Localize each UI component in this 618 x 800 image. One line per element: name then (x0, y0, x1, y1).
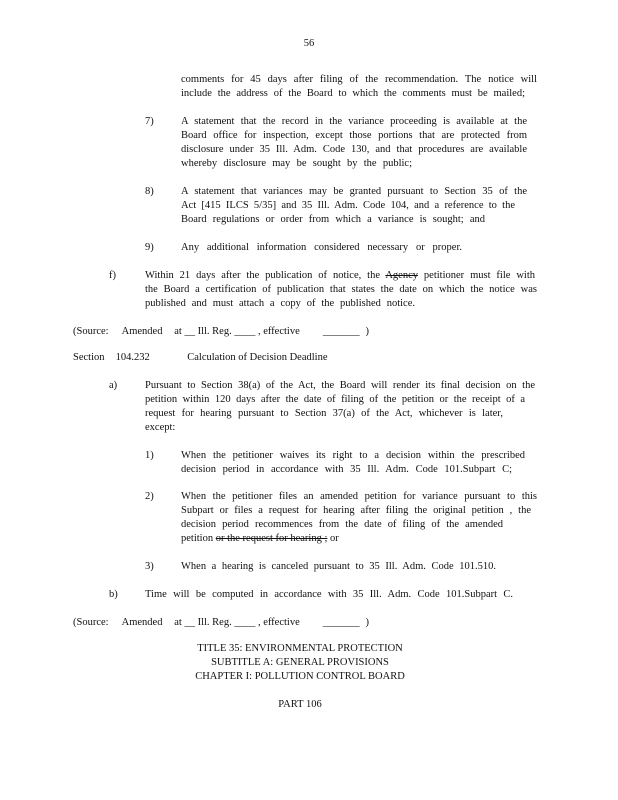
item-9-line: Any additional information considered necessary or proper. (181, 242, 462, 253)
source-blank: _______ (322, 326, 360, 337)
source-blank: _______ (322, 617, 360, 628)
item-7-line: A statement that the record in the variance proceeding is available at the (181, 116, 527, 127)
page-number: 56 (303, 38, 315, 49)
item-f-line: the Board a certification of publication that states the date on which the notice was (145, 284, 537, 295)
subitem-2-line: Subpart or files a request for hearing after filing the original petition , the (181, 505, 531, 516)
source-label: (Source: (73, 617, 109, 628)
item-a-line: Pursuant to Section 38(a) of the Act, the Board will render its final decision on the (145, 380, 535, 391)
item-letter: a) (109, 380, 118, 391)
item-7-line: Board office for inspection, except those portions that are protected from (181, 130, 527, 141)
subtitle-heading: SUBTITLE A: GENERAL PROVISIONS (211, 657, 389, 668)
item-7-line: disclosure under 35 Ill. Adm. Code 130, and that procedures are available (181, 144, 527, 155)
item-letter: b) (109, 589, 118, 600)
item-a-line: except: (145, 422, 176, 433)
source-note (73, 325, 369, 338)
subitem-2-text: petition (181, 533, 216, 544)
item-f-text: petitioner must file with (418, 270, 535, 281)
continued-text-line: comments for 45 days after filing of the recommendation. The notice will (181, 74, 537, 85)
item-number: 7) (145, 116, 154, 127)
item-letter: f) (109, 270, 116, 281)
item-a-line: petition within 120 days after the date of filing of the petition or the receipt of a (145, 394, 525, 405)
item-f-line: published and must attach a copy of the published notice. (145, 298, 415, 309)
subitem-1-line: decision period in accordance with 35 Ill. Adm. Code 101.Subpart C; (181, 464, 512, 475)
subitem-number: 2) (145, 491, 154, 502)
item-b-line: Time will be computed in accordance with 35 Ill. Adm. Code 101.Subpart C. (145, 589, 513, 600)
chapter-heading: CHAPTER I: POLLUTION CONTROL BOARD (195, 671, 405, 682)
source-at: at __ Ill. Reg. ____ , effective (174, 617, 300, 628)
item-f-text: Within 21 days after the publication of notice, the (145, 270, 386, 281)
subitem-2-text: or (327, 533, 339, 544)
item-8-line: A statement that variances may be granted pursuant to Section 35 of the (181, 186, 527, 197)
source-close: ) (365, 326, 369, 337)
struck-text: Agency (385, 270, 418, 281)
subitem-2-line: decision period recommences from the date of filing of the amended (181, 519, 503, 530)
source-close: ) (365, 617, 369, 628)
item-f-line (145, 269, 535, 282)
subitem-2-line (181, 532, 339, 545)
source-label: (Source: (73, 326, 109, 337)
struck-text: or the request for hearing ; (215, 533, 328, 544)
item-a-line: request for hearing pursuant to Section 37(a) of the Act, whichever is later, (145, 408, 503, 419)
item-number: 9) (145, 242, 154, 253)
source-at: at __ Ill. Reg. ____ , effective (174, 326, 300, 337)
item-7-line: whereby disclosure may be sought by the public; (181, 158, 412, 169)
title-heading: TITLE 35: ENVIRONMENTAL PROTECTION (197, 643, 403, 654)
section-title: Calculation of Decision Deadline (187, 352, 328, 363)
subitem-2-line: When the petitioner files an amended petition for variance pursuant to this (181, 491, 537, 502)
subitem-1-line: When the petitioner waives its right to a decision within the prescribed (181, 450, 525, 461)
section-heading (73, 351, 328, 364)
subitem-3-line: When a hearing is canceled pursuant to 35 Ill. Adm. Code 101.510. (181, 561, 496, 572)
continued-text-line: include the address of the Board to which the comments must be mailed; (181, 88, 525, 99)
section-number: 104.232 (115, 352, 150, 363)
item-8-line: Act [415 ILCS 5/35] and 35 Ill. Adm. Code 104, and a reference to the (181, 200, 515, 211)
part-heading: PART 106 (278, 699, 322, 710)
source-amended: Amended (121, 326, 163, 337)
subitem-number: 3) (145, 561, 154, 572)
source-note (73, 616, 369, 629)
section-label: Section (73, 352, 105, 363)
item-number: 8) (145, 186, 154, 197)
item-8-line: Board regulations or order from which a variance is sought; and (181, 214, 485, 225)
source-amended: Amended (121, 617, 163, 628)
subitem-number: 1) (145, 450, 154, 461)
